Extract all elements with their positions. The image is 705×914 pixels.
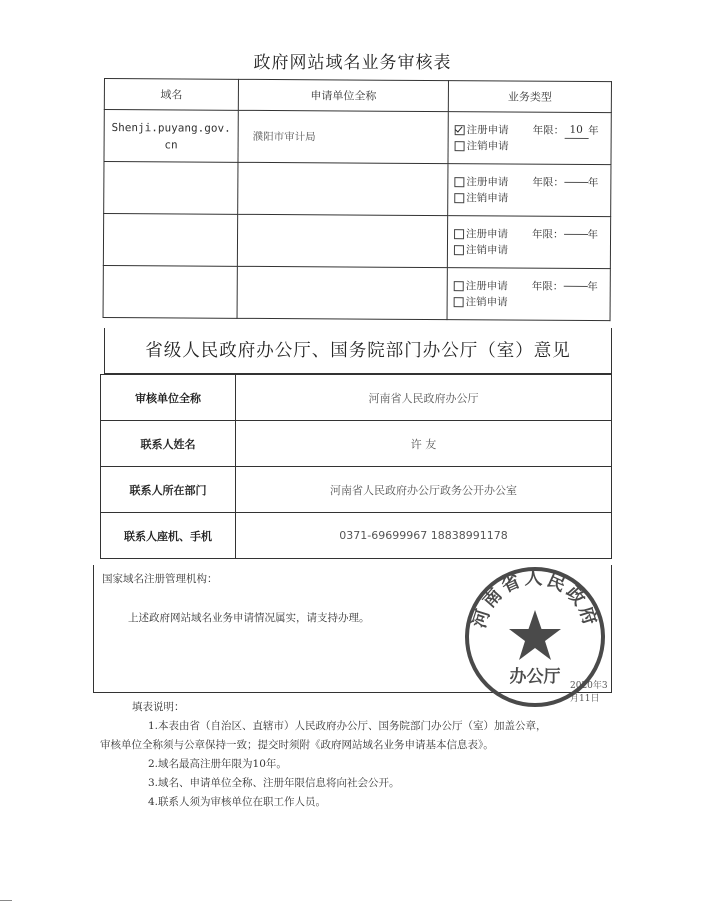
- table-row: [101, 375, 612, 421]
- applicant-cell[interactable]: [237, 266, 447, 319]
- domain-cell[interactable]: [103, 265, 237, 318]
- registry-agency-label: 国家域名注册管理机构：: [102, 573, 218, 585]
- year-unit: 年: [588, 124, 599, 137]
- cancel-label: 注销申请: [466, 140, 509, 153]
- cancel-checkbox[interactable]: [454, 297, 464, 307]
- table-header-row: [104, 79, 611, 113]
- note-item: 2.域名最高注册年限为10年。: [148, 758, 287, 770]
- years-label: 年限：: [531, 280, 564, 293]
- domain-application-table: [103, 78, 612, 321]
- table-row: [103, 214, 610, 269]
- business-cell: [447, 268, 610, 321]
- business-cell: [447, 216, 610, 269]
- register-label: 注册申请: [466, 123, 509, 136]
- note-item: 3.域名、申请单位全称、注册年限信息将向社会公开。: [148, 777, 400, 789]
- years-label: 年限：: [532, 228, 564, 241]
- note-item: 1.本表由省（自治区、直辖市）人民政府办公厅、国务院部门办公厅（室）加盖公章，: [148, 720, 547, 732]
- table-row: [101, 421, 612, 467]
- year-unit: 年: [587, 228, 599, 241]
- header-domain: 域名: [104, 79, 238, 111]
- contact-dept-value[interactable]: 河南省人民政府办公厅政务公开办公室: [236, 467, 612, 513]
- table-row: [103, 265, 610, 320]
- years-value[interactable]: 10: [564, 122, 588, 139]
- domain-cell[interactable]: [104, 162, 238, 215]
- years-label: 年限：: [532, 176, 564, 189]
- contact-dept-label: 联系人所在部门: [101, 467, 236, 513]
- table-row: [104, 162, 611, 217]
- note-item: 审核单位全称须与公章保持一致；提交时须附《政府网站域名业务申请基本信息表》。: [100, 739, 494, 751]
- header-business-type: 业务类型: [448, 81, 611, 113]
- register-label: 注册申请: [466, 227, 509, 240]
- official-seal-icon: [460, 562, 610, 712]
- table-row: [104, 110, 611, 165]
- seal-ring-text: 河南省人民政府: [468, 568, 602, 631]
- years-label: 年限：: [532, 124, 565, 137]
- seal-bottom-text: 办公厅: [509, 667, 561, 687]
- contact-phone-label: 联系人座机、手机: [101, 513, 236, 559]
- review-unit-value[interactable]: 河南省人民政府办公厅: [236, 375, 612, 421]
- section-title: 省级人民政府办公厅、国务院部门办公厅（室）意见: [104, 328, 612, 374]
- years-value[interactable]: [564, 234, 588, 235]
- year-unit: 年: [587, 280, 598, 293]
- register-checkbox[interactable]: [454, 177, 464, 187]
- header-applicant: 申请单位全称: [238, 79, 448, 111]
- table-row: [101, 467, 612, 513]
- business-cell: [448, 112, 611, 165]
- approval-date: 2020年3月11日: [570, 681, 608, 704]
- cancel-label: 注销申请: [465, 243, 509, 256]
- applicant-cell: 濮阳市审计局: [238, 110, 448, 163]
- scan-edge-mark: [0, 900, 12, 901]
- register-checkbox[interactable]: [455, 125, 465, 135]
- form-title: 政府网站域名业务审核表: [253, 53, 452, 73]
- register-label: 注册申请: [466, 175, 509, 188]
- register-checkbox[interactable]: [454, 281, 464, 291]
- registry-agency-statement: 上述政府网站域名业务申请情况属实，请支持办理。: [128, 612, 370, 624]
- cancel-checkbox[interactable]: [455, 141, 465, 151]
- register-label: 注册申请: [465, 279, 508, 292]
- register-checkbox[interactable]: [454, 229, 464, 239]
- review-table: [100, 374, 612, 559]
- year-unit: 年: [587, 176, 599, 189]
- review-unit-label: 审核单位全称: [101, 375, 236, 421]
- cancel-checkbox[interactable]: [454, 245, 464, 255]
- contact-phone-value[interactable]: 0371-69699967 18838991178: [236, 513, 612, 559]
- cancel-label: 注销申请: [466, 191, 509, 204]
- cancel-label: 注销申请: [465, 295, 508, 308]
- contact-name-label: 联系人姓名: [101, 421, 236, 467]
- years-value[interactable]: [564, 182, 588, 183]
- seal-star-icon: [509, 610, 561, 660]
- applicant-cell[interactable]: [237, 214, 447, 267]
- notes-section: [100, 698, 624, 812]
- notes-title: 填表说明：: [132, 701, 185, 713]
- note-item: 4.联系人须为审核单位在职工作人员。: [148, 796, 327, 808]
- contact-name-value[interactable]: 许 友: [236, 421, 612, 467]
- domain-text-line2: cn: [164, 137, 178, 151]
- domain-text-line1: Shenji.puyang.gov.: [111, 120, 231, 135]
- domain-cell: [104, 110, 238, 163]
- domain-cell[interactable]: [103, 214, 237, 267]
- business-cell: [448, 164, 611, 217]
- applicant-cell[interactable]: [238, 162, 448, 215]
- cancel-checkbox[interactable]: [454, 193, 464, 203]
- years-value[interactable]: [563, 286, 587, 287]
- table-row: [101, 513, 612, 559]
